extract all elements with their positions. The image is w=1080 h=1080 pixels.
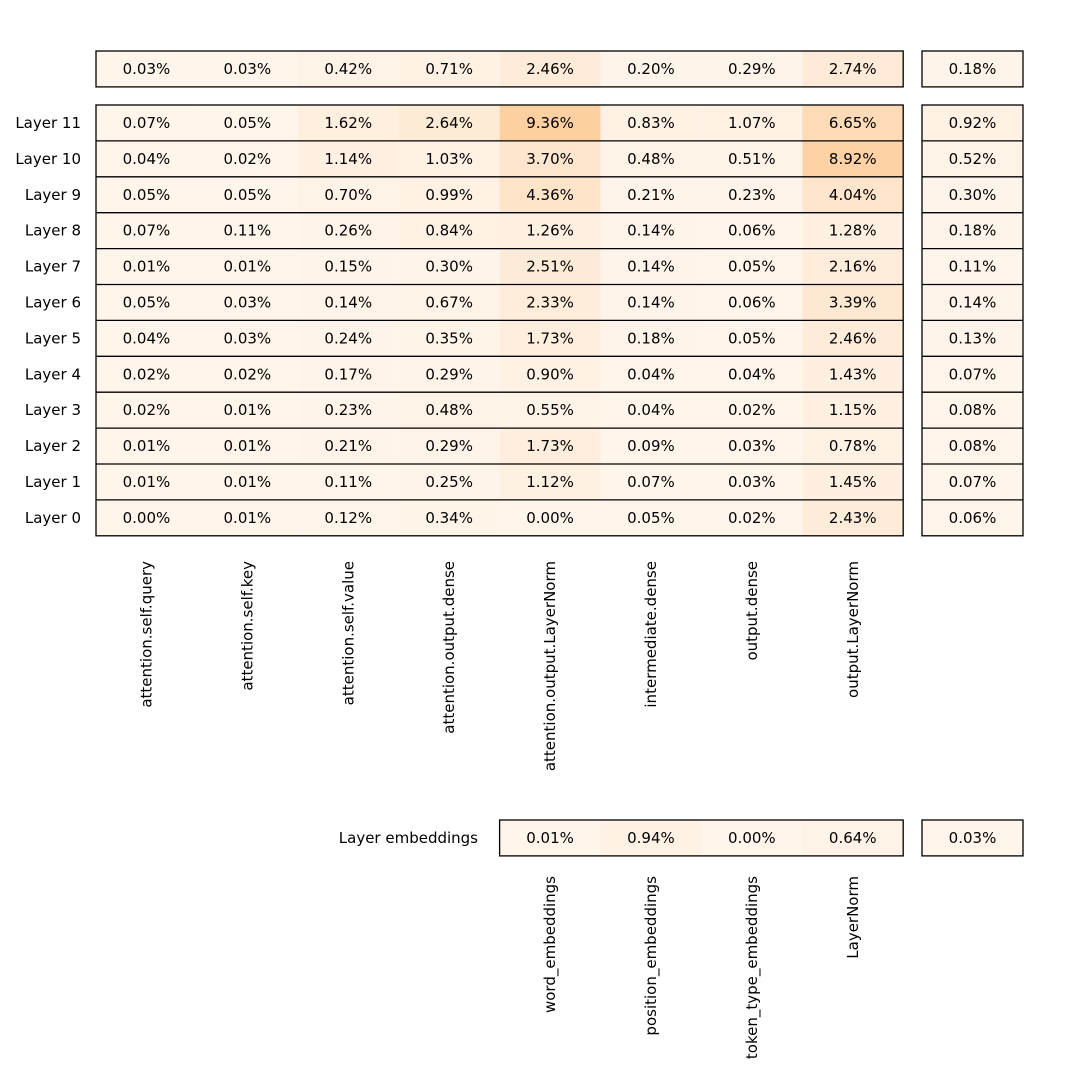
heatmap-cell-label: 4.36%: [526, 185, 574, 204]
heatmap-cell-label: 1.28%: [828, 221, 877, 240]
row-label: Layer 0: [24, 508, 81, 527]
heatmap-cell-label: 1.12%: [526, 472, 574, 491]
column-total-cell-label: 0.29%: [728, 59, 776, 78]
heatmap-cell-label: 0.51%: [728, 149, 776, 168]
column-total-cell-label: 0.42%: [324, 59, 373, 78]
heatmap-cell-label: 1.45%: [828, 472, 877, 491]
column-label: attention.self.value: [339, 561, 358, 706]
heatmap-cell-label: 0.02%: [223, 365, 272, 384]
heatmap-cell-label: 0.48%: [425, 401, 473, 420]
embedding-cell-label: 0.64%: [828, 828, 877, 847]
column-total-cell-label: 0.71%: [425, 59, 473, 78]
heatmap-cell-label: 0.04%: [627, 365, 675, 384]
row-label: Layer 2: [24, 437, 81, 456]
heatmap-cell-label: 0.67%: [425, 293, 473, 312]
heatmap-cell-label: 0.02%: [728, 401, 776, 420]
heatmap-cell-label: 0.00%: [122, 508, 171, 527]
heatmap-cell-label: 2.16%: [828, 257, 877, 276]
heatmap-cell-label: 1.15%: [828, 401, 877, 420]
heatmap-cell-label: 1.07%: [728, 113, 776, 132]
heatmap-cell-label: 0.05%: [728, 257, 776, 276]
heatmap-cell-label: 0.18%: [627, 329, 675, 348]
heatmap-cell-label: 0.21%: [324, 437, 373, 456]
embedding-column-label: word_embeddings: [541, 876, 560, 1014]
overall-total-cell-label: 0.18%: [948, 59, 997, 78]
heatmap-cell-label: 0.11%: [223, 221, 272, 240]
heatmap-cell-label: 0.05%: [122, 293, 171, 312]
heatmap-cell-label: 0.83%: [627, 113, 675, 132]
heatmap-cell-label: 0.07%: [122, 113, 171, 132]
heatmap-cell-label: 0.07%: [627, 472, 675, 491]
heatmap-cell-label: 0.11%: [324, 472, 373, 491]
heatmap-cell-label: 0.01%: [223, 508, 272, 527]
embedding-cell-label: 0.94%: [627, 828, 675, 847]
heatmap-cell-label: 0.78%: [828, 437, 877, 456]
row-total-cell-label: 0.07%: [948, 472, 997, 491]
heatmap-cell-label: 0.14%: [627, 221, 675, 240]
embedding-column-label: LayerNorm: [843, 876, 862, 959]
heatmap-cell-label: 0.05%: [223, 113, 272, 132]
heatmap-cell-label: 0.01%: [223, 472, 272, 491]
column-total-cell-label: 2.74%: [828, 59, 877, 78]
heatmap-cell-label: 0.48%: [627, 149, 675, 168]
heatmap-cell-label: 9.36%: [526, 113, 574, 132]
heatmap-cell-label: 3.70%: [526, 149, 574, 168]
heatmap-cell-label: 0.21%: [627, 185, 675, 204]
row-total-cell-label: 0.14%: [948, 293, 997, 312]
heatmap-cell-label: 0.23%: [728, 185, 776, 204]
heatmap-cell-label: 0.14%: [627, 257, 675, 276]
heatmap-cell-label: 1.43%: [828, 365, 877, 384]
heatmap-cell-label: 0.01%: [223, 437, 272, 456]
heatmap-cell-label: 0.14%: [324, 293, 373, 312]
embeddings-row-label: Layer embeddings: [338, 828, 478, 847]
heatmap-cell-label: 3.39%: [828, 293, 877, 312]
heatmap-cell-label: 0.90%: [526, 365, 574, 384]
heatmap-cell-label: 0.05%: [122, 185, 171, 204]
heatmap-cell-label: 0.04%: [728, 365, 776, 384]
heatmap-cell-label: 0.01%: [122, 472, 171, 491]
heatmap-cell-label: 2.33%: [526, 293, 574, 312]
heatmap-cell-label: 0.23%: [324, 401, 373, 420]
heatmap-cell-label: 0.05%: [728, 329, 776, 348]
heatmap-cell-label: 0.04%: [122, 329, 171, 348]
row-total-cell-label: 0.30%: [948, 185, 997, 204]
column-label: attention.output.LayerNorm: [541, 561, 560, 772]
heatmap-cell-label: 0.01%: [223, 257, 272, 276]
column-total-cell-label: 0.03%: [122, 59, 171, 78]
row-label: Layer 6: [24, 293, 81, 312]
heatmap-cell-label: 2.43%: [828, 508, 877, 527]
heatmap-cell-label: 0.26%: [324, 221, 373, 240]
heatmap-cell-label: 1.73%: [526, 437, 574, 456]
heatmap-cell-label: 0.04%: [122, 149, 171, 168]
embedding-total-cell-label: 0.03%: [948, 828, 997, 847]
heatmap-cell-label: 0.05%: [627, 508, 675, 527]
heatmap-cell-label: 4.04%: [828, 185, 877, 204]
heatmap-cell-label: 0.01%: [122, 437, 171, 456]
heatmap-cell-label: 0.06%: [728, 293, 776, 312]
heatmap-cell-label: 0.29%: [425, 437, 473, 456]
heatmap-cell-label: 1.14%: [324, 149, 373, 168]
row-total-cell-label: 0.08%: [948, 437, 997, 456]
heatmap-cell-label: 0.02%: [223, 149, 272, 168]
row-label: Layer 1: [24, 472, 81, 491]
column-label: output.LayerNorm: [843, 561, 862, 698]
row-total-cell-label: 0.11%: [948, 257, 997, 276]
column-label: output.dense: [742, 561, 761, 661]
heatmap-cell-label: 2.51%: [526, 257, 574, 276]
heatmap-cell-label: 8.92%: [828, 149, 877, 168]
heatmap-cell-label: 0.05%: [223, 185, 272, 204]
heatmap-cell-label: 0.03%: [223, 293, 272, 312]
heatmap-cell-label: 0.34%: [425, 508, 473, 527]
row-label: Layer 5: [24, 329, 81, 348]
heatmap-cell-label: 0.03%: [728, 437, 776, 456]
row-total-cell-label: 0.07%: [948, 365, 997, 384]
heatmap-cell-label: 2.46%: [828, 329, 877, 348]
embedding-cell-label: 0.00%: [728, 828, 776, 847]
heatmap-cell-label: 1.73%: [526, 329, 574, 348]
heatmap-cell-label: 0.24%: [324, 329, 373, 348]
heatmap-cell-label: 0.02%: [122, 401, 171, 420]
heatmap-cell-label: 0.14%: [627, 293, 675, 312]
row-total-cell-label: 0.92%: [948, 113, 997, 132]
heatmap-cell-label: 0.02%: [728, 508, 776, 527]
heatmap-cell-label: 0.03%: [223, 329, 272, 348]
heatmap-cell-label: 0.30%: [425, 257, 473, 276]
heatmap-cell-label: 6.65%: [828, 113, 877, 132]
heatmap-cell-label: 0.01%: [223, 401, 272, 420]
heatmap-cell-label: 0.55%: [526, 401, 574, 420]
row-total-cell-label: 0.13%: [948, 329, 997, 348]
row-label: Layer 8: [24, 221, 81, 240]
heatmap-cell-label: 0.04%: [627, 401, 675, 420]
heatmap-cell-label: 0.02%: [122, 365, 171, 384]
heatmap-cell-label: 1.62%: [324, 113, 373, 132]
heatmap-cell-label: 0.35%: [425, 329, 473, 348]
heatmap-cell-label: 0.84%: [425, 221, 473, 240]
embedding-column-label: position_embeddings: [641, 876, 660, 1036]
row-label: Layer 7: [24, 257, 81, 276]
embedding-column-label: token_type_embeddings: [742, 876, 761, 1060]
heatmap-cell-label: 0.12%: [324, 508, 373, 527]
column-label: attention.self.query: [137, 561, 156, 708]
heatmap-cell-label: 0.07%: [122, 221, 171, 240]
row-total-cell-label: 0.18%: [948, 221, 997, 240]
heatmap-cell-label: 0.15%: [324, 257, 373, 276]
row-total-cell-label: 0.06%: [948, 508, 997, 527]
heatmap-cell-label: 0.70%: [324, 185, 373, 204]
column-total-cell-label: 2.46%: [526, 59, 574, 78]
row-total-cell-label: 0.52%: [948, 149, 997, 168]
row-label: Layer 4: [24, 365, 81, 384]
row-label: Layer 9: [24, 185, 81, 204]
heatmap-cell-label: 0.00%: [526, 508, 574, 527]
row-total-cell-label: 0.08%: [948, 401, 997, 420]
heatmap-cell-label: 1.26%: [526, 221, 574, 240]
column-label: attention.output.dense: [440, 561, 459, 734]
heatmap-cell-label: 0.03%: [728, 472, 776, 491]
row-label: Layer 10: [15, 149, 81, 168]
heatmap-cell-label: 0.09%: [627, 437, 675, 456]
column-label: intermediate.dense: [641, 561, 660, 708]
embedding-cell-label: 0.01%: [526, 828, 574, 847]
column-total-cell-label: 0.20%: [627, 59, 675, 78]
heatmap-cell-label: 0.01%: [122, 257, 171, 276]
heatmap-cell-label: 2.64%: [425, 113, 473, 132]
heatmap-cell-label: 0.99%: [425, 185, 473, 204]
column-total-cell-label: 0.03%: [223, 59, 272, 78]
heatmap-cell-label: 1.03%: [425, 149, 473, 168]
row-label: Layer 3: [24, 401, 81, 420]
heatmap-cell-label: 0.29%: [425, 365, 473, 384]
heatmap-cell-label: 0.25%: [425, 472, 473, 491]
row-label: Layer 11: [15, 113, 81, 132]
heatmap-cell-label: 0.06%: [728, 221, 776, 240]
column-label: attention.self.key: [238, 561, 257, 691]
heatmap-cell-label: 0.17%: [324, 365, 373, 384]
